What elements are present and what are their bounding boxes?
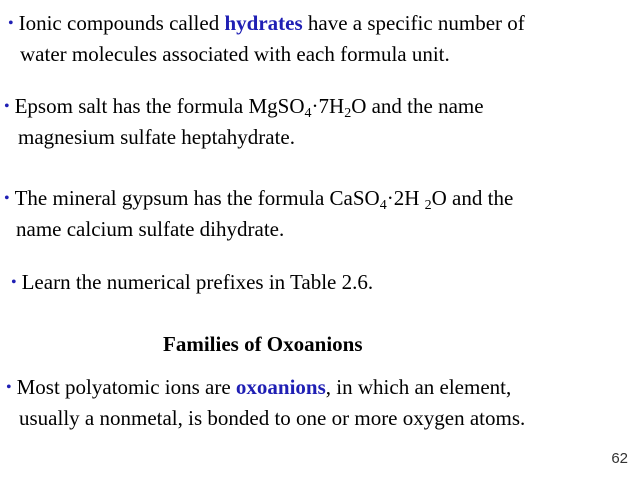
bullet-prefixes <box>11 268 373 299</box>
subscript-2: 2 <box>344 106 352 121</box>
bullet-epsom-salt <box>4 92 484 151</box>
bullet-text-pre: The mineral gypsum has the formula CaSO <box>14 186 380 210</box>
subscript-2: 2 <box>424 198 432 213</box>
bullet-text-pre: Most polyatomic ions are <box>16 375 236 399</box>
bullet-text-pre: Ionic compounds called <box>18 11 225 35</box>
formula-dot: · <box>311 94 319 118</box>
bullet-text-post: O and the <box>431 186 514 210</box>
subscript-4: 4 <box>304 106 312 121</box>
formula-dot: · <box>386 186 394 210</box>
formula-so: SO <box>277 94 305 118</box>
bullet-gypsum <box>4 184 513 243</box>
bullet-oxoanions <box>6 373 525 432</box>
page-number: 62 <box>611 450 628 467</box>
bullet-text-line2: usually a nonmetal, is bonded to one or more oxygen atoms. <box>19 406 526 430</box>
subscript-4: 4 <box>379 198 387 213</box>
bullet-text-post: , in which an element, <box>325 375 512 399</box>
section-heading: Families of Oxoanions <box>163 332 363 356</box>
bullet-icon: • <box>4 190 10 207</box>
term-oxoanions: oxoanions <box>235 375 326 399</box>
bullet-icon: • <box>6 379 12 396</box>
formula-2h: 2H <box>393 186 425 210</box>
bullet-text-pre: Epsom salt has the formula Mg <box>14 94 278 118</box>
formula-7h: 7H <box>318 94 345 118</box>
bullet-hydrates <box>8 9 525 68</box>
bullet-icon: • <box>11 274 17 291</box>
bullet-icon: • <box>4 98 10 115</box>
bullet-icon: • <box>8 15 14 32</box>
bullet-text: Learn the numerical prefixes in Table 2.6. <box>21 270 374 294</box>
bullet-text-post: O and the name <box>351 94 484 118</box>
term-hydrates: hydrates <box>224 11 303 35</box>
bullet-text-line2: water molecules associated with each formula unit. <box>20 42 450 66</box>
bullet-text-line2: magnesium sulfate heptahydrate. <box>18 125 295 149</box>
bullet-text-post: have a specific number of <box>302 11 525 35</box>
bullet-text-line2: name calcium sulfate dihydrate. <box>16 217 285 241</box>
